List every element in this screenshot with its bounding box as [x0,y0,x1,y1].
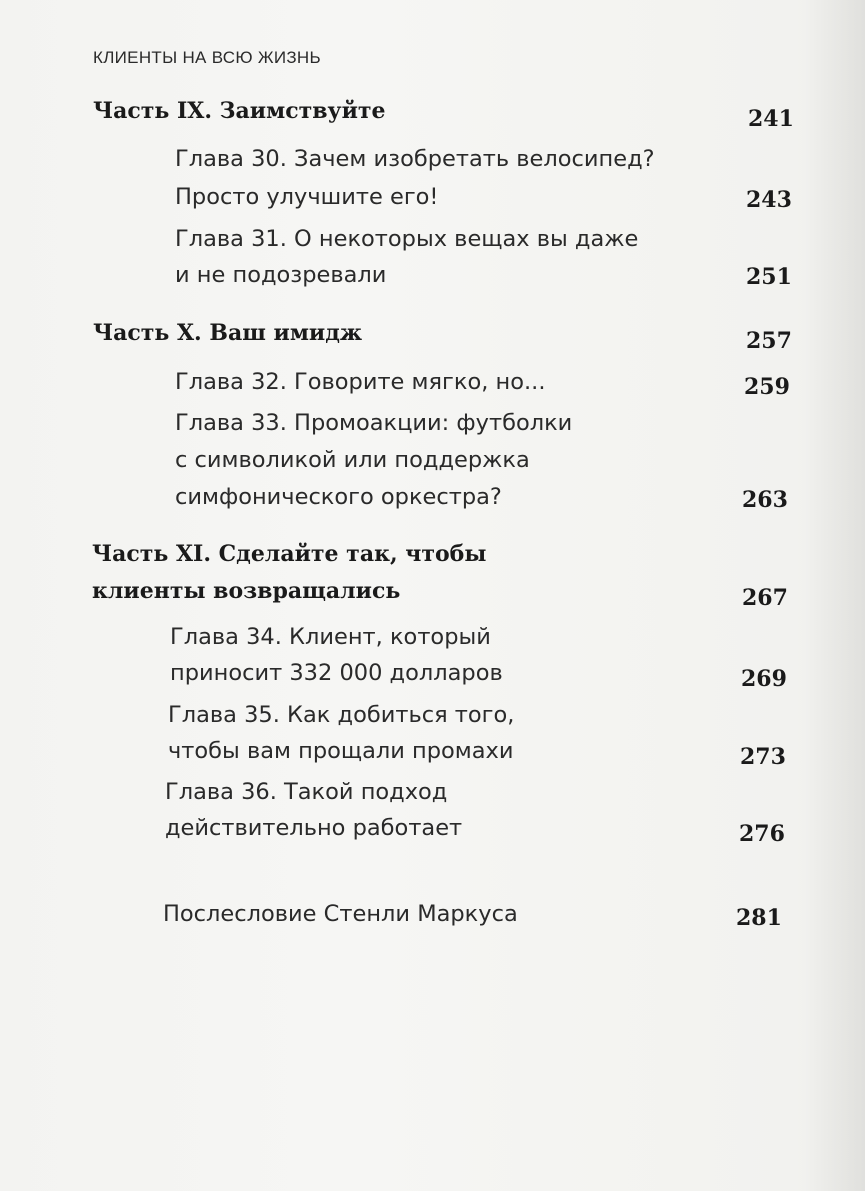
toc-part-10-title: Часть X. Ваш имидж [93,320,363,346]
toc-chapter-33-page: 263 [742,487,788,513]
toc-chapter-31-line-2: и не подозревали [175,262,387,288]
toc-chapter-30-page: 243 [746,187,792,213]
toc-chapter-30-line-1: Глава 30. Зачем изобретать велосипед? [175,146,655,172]
toc-part-11-page: 267 [742,585,788,611]
toc-chapter-34-page: 269 [741,666,787,692]
toc-chapter-36-page: 276 [739,821,785,847]
toc-part-9-title: Часть IX. Заимствуйте [93,98,386,124]
toc-chapter-36-line-1: Глава 36. Такой подход [165,779,448,805]
page-edge-shadow [805,0,865,1191]
toc-chapter-31-page: 251 [746,264,792,290]
toc-part-9-page: 241 [748,106,794,132]
toc-chapter-30-line-2: Просто улучшите его! [175,184,439,210]
toc-part-10-page: 257 [746,328,792,354]
toc-chapter-32-line-1: Глава 32. Говорите мягко, но... [175,369,546,395]
toc-chapter-35-line-2: чтобы вам прощали промахи [168,738,514,764]
toc-chapter-35-line-1: Глава 35. Как добиться того, [168,702,515,728]
toc-chapter-31-line-1: Глава 31. О некоторых вещах вы даже [175,226,639,252]
toc-afterword-title: Послесловие Стенли Маркуса [163,901,518,927]
toc-chapter-32-page: 259 [744,374,790,400]
toc-chapter-33-line-2: с символикой или поддержка [175,447,530,473]
toc-chapter-33-line-3: симфонического оркестра? [175,484,502,510]
toc-part-11-line-2: клиенты возвращались [92,578,401,604]
toc-chapter-33-line-1: Глава 33. Промоакции: футболки [175,410,573,436]
toc-chapter-35-page: 273 [740,744,786,770]
toc-chapter-36-line-2: действительно работает [165,815,463,841]
toc-part-11-line-1: Часть XI. Сделайте так, чтобы [92,541,487,567]
toc-chapter-34-line-1: Глава 34. Клиент, который [170,624,491,650]
toc-chapter-34-line-2: приносит 332 000 долларов [170,660,503,686]
running-head: КЛИЕНТЫ НА ВСЮ ЖИЗНЬ [93,48,321,67]
toc-afterword-page: 281 [736,905,782,931]
